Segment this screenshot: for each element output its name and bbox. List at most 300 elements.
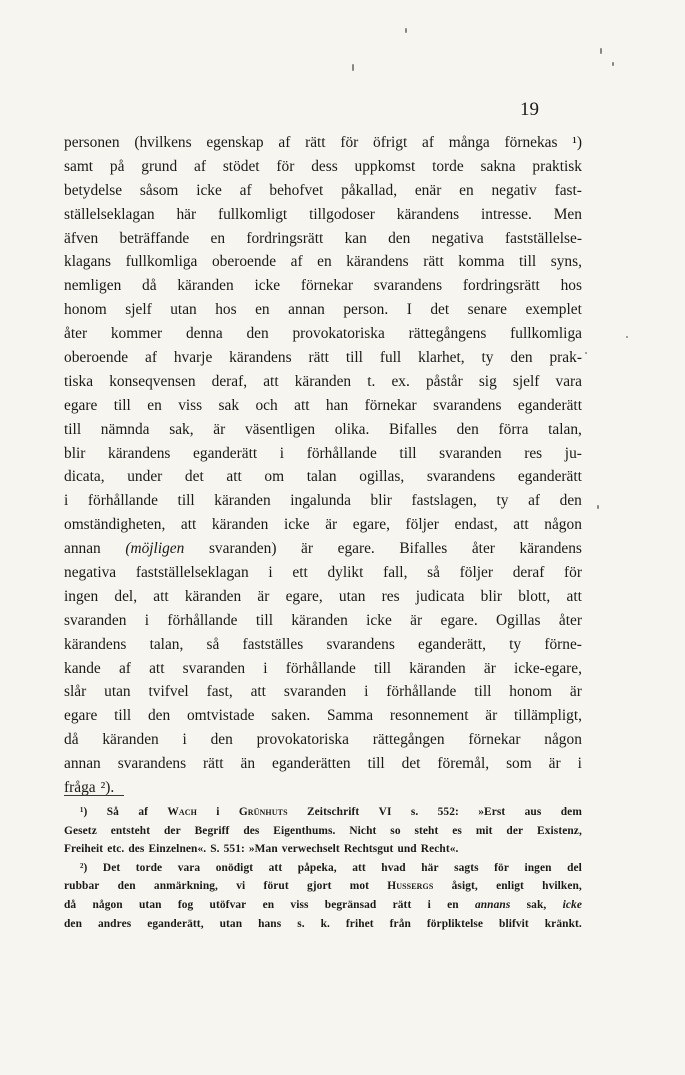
word: gjort [306,880,332,893]
word: begränsad [324,898,377,911]
word: då [142,277,157,295]
footnote-line [64,896,582,915]
word: intresse. [480,205,532,223]
word: egare, [352,516,390,534]
word: klarhet, [418,349,465,367]
word: des [128,843,145,856]
word: talan, [548,420,582,438]
word: deraf [512,564,545,582]
word: käranden [291,611,348,629]
footnote-line [64,915,582,934]
word: talan [306,468,337,486]
word: fog [177,898,194,911]
word: es [452,824,462,837]
word: äfven [64,229,99,247]
word: sak, [526,898,547,911]
word: att [180,516,197,534]
word: den [456,420,479,438]
word: judicata [415,587,465,605]
word: des [243,824,260,837]
word: käranden [102,731,159,749]
word: omständigheten, [64,516,166,534]
word: förnekar [300,277,353,295]
word: i [577,755,582,773]
word: onödigt [215,861,254,874]
word: sjelf [512,372,540,390]
footnote-separator [64,795,124,796]
word: påkallad, [341,181,398,199]
word: tiska [64,372,94,390]
word: utöfvar [209,898,247,911]
word: Bifalles [399,540,448,558]
text-line [64,322,582,346]
word: till [399,444,417,462]
word: af [422,134,434,151]
word: ju- [564,444,582,462]
print-speck [597,505,599,509]
word: negativ [491,181,537,199]
word: kärandens [108,444,171,462]
word: käranden [184,587,242,605]
page-number: 19 [520,99,539,120]
word: oberoende [64,349,129,367]
word: förhållande [386,683,457,701]
word: syns, [550,253,582,271]
word: »Man [248,843,278,856]
text-line [64,704,582,728]
text-line [64,585,582,609]
text-line [64,346,582,370]
footnote-line [64,877,582,896]
word: i [279,444,285,462]
word: åsigt, [451,880,478,893]
print-speck [626,336,628,338]
word: att [294,396,310,414]
word: svaranden [439,444,502,462]
word: att [566,587,582,605]
word: konseqvensen [109,372,196,390]
word: entsteht [110,824,151,837]
word: slår [64,683,87,701]
text-line [64,274,582,298]
word: att [268,861,283,874]
word: fullkomliga [125,253,198,271]
word: den [147,707,171,725]
word: sagts [454,861,479,874]
word: någon [544,731,582,749]
word: dylikt [327,564,364,582]
word: öfrigt [373,134,408,151]
word: ²) [80,861,88,874]
word: en [459,181,474,199]
word: i [268,564,273,582]
word: ty [496,492,509,510]
word: käranden [294,372,352,390]
word: eganderätt, [418,635,486,653]
word: eganderätt, [147,917,204,930]
word: so [390,824,401,837]
text-line [64,227,582,251]
word: blifvit [499,917,529,930]
word: fall, [383,564,408,582]
text-line [64,609,582,633]
word: i [64,492,69,510]
word: följer [459,564,494,582]
word: omtvistade [186,707,255,725]
word: fastställelseklagan [135,564,249,582]
word: han [325,396,349,414]
word: rättegångens [408,325,487,343]
word: Einzelnen«. [148,843,207,856]
word: honom [509,683,553,701]
word: icke-egare, [514,659,582,677]
word: af [138,806,149,818]
word: från [389,917,411,930]
word: en [447,898,459,911]
word: klagans [64,253,112,271]
word: Recht«. [420,843,459,856]
text-line [64,203,582,227]
word: för [494,861,509,874]
word: fastställelse- [505,229,582,247]
word: samt [64,157,94,175]
word: är [213,420,226,438]
word: svaranden [182,659,246,677]
word: annan [64,540,101,558]
word: torde [135,861,163,874]
word: icke [254,277,281,295]
word: förnekas [504,134,558,151]
footnote-line [64,822,582,841]
word: sak, [169,420,194,438]
word: i [182,731,187,749]
word: af [144,349,157,367]
word: komma [458,253,505,271]
word: svarandens [117,755,187,773]
word: eganderätt [517,396,582,414]
word: af [278,134,291,151]
word: eganderätt [193,444,258,462]
word: I [406,301,412,319]
word: dem [560,806,582,818]
word: icke [562,898,582,911]
word: viss [290,898,309,911]
word: att [149,659,165,677]
word: rätt [423,253,444,271]
word: åter [471,540,495,558]
word: Bifalles [389,420,437,438]
word: förhållande [306,444,377,462]
word: till [367,755,385,773]
word: rätt [308,349,329,367]
text-line [64,680,582,704]
footnote-line [64,840,582,859]
word: är [485,707,498,725]
word: svarandens [326,635,395,653]
word: till [177,492,195,510]
word: Zeitschrift [306,806,360,818]
word: hvilken, [542,880,582,893]
word: påpeka, [297,861,337,874]
word: s. [410,806,419,818]
text-line [64,370,582,394]
word: und [397,843,417,856]
word: är [257,587,270,605]
word: till [114,707,132,725]
word: svaranden [283,683,347,701]
word: är [325,516,338,534]
word: så [206,635,220,653]
print-speck [612,62,614,66]
word: en [210,229,226,247]
word: negativa [431,229,484,247]
word: till [373,659,392,677]
word: Wach [167,806,197,818]
word: egare [64,396,98,414]
word: utan [139,898,162,911]
word: mit [475,824,493,837]
text-line [64,513,582,537]
word: del [567,861,582,874]
word: enär [414,181,442,199]
word: honom [64,301,107,319]
text-line [64,442,582,466]
word: påstår [425,372,463,390]
word: ty [481,349,494,367]
word: i [263,659,268,677]
word: aus [524,806,542,818]
word: oberoende [211,253,277,271]
text-line [64,728,582,752]
word: den [210,731,233,749]
word: ingalunda [290,492,351,510]
word: personen [64,134,120,151]
word: S. [210,843,220,856]
word: svarandens [433,396,502,414]
word: uppkomst [354,157,416,175]
word: deraf, [211,372,248,390]
word: vara [177,861,201,874]
word: Nicht [349,824,377,837]
word: »Erst [478,806,506,818]
text-line [64,776,582,800]
word: i [364,683,369,701]
word: är [301,540,314,558]
word: till [113,396,131,414]
word: negativa [64,564,117,582]
word: en [255,301,270,319]
word: nemligen [64,277,122,295]
word: enligt [496,880,524,893]
word: mot [349,880,370,893]
word: vi [236,880,246,893]
word: rätt [203,755,224,773]
word: den [64,917,83,930]
word: verwechselt [281,843,340,856]
word: VI [378,806,392,818]
word: egare. [440,611,478,629]
word: förpliktelse [426,917,484,930]
word: att [513,516,529,534]
word: den [117,880,136,893]
word: blir [64,444,86,462]
word: Eigenthums. [273,824,336,837]
word: svaranden [64,611,127,629]
word: fullkomliga [510,325,582,343]
word: kan [344,229,367,247]
word: att [263,372,279,390]
word: fast- [554,181,582,199]
word: följer [405,516,439,534]
word: rubbar [64,880,100,893]
word: svaranden) [208,540,277,558]
word: icke [196,181,222,199]
word: Hussergs [387,880,434,893]
word: fordringsrätt [462,277,540,295]
word: här [176,205,197,223]
footnote-line [64,859,582,878]
word: förra [498,420,529,438]
word: ställelseklagan [64,205,155,223]
word: icke [283,516,310,534]
word: kärandens [396,205,460,223]
word: 551: [223,843,245,856]
word: någon [92,898,123,911]
word: kärandens [64,635,127,653]
word: ¹) [80,806,88,818]
word: kärandens [346,253,409,271]
word: hvad [381,861,406,874]
word: af [290,253,303,271]
word: föremål, [437,755,490,773]
word: ett [292,564,308,582]
word: den [388,229,411,247]
word: käranden [211,516,269,534]
word: sak [218,396,240,414]
word: fast, [206,683,233,701]
word: beträffande [119,229,190,247]
text-line [64,537,582,561]
word: Samma [326,707,374,725]
word: än [240,755,256,773]
word: ty [509,635,522,653]
text-line [64,155,582,179]
word: ¹) [572,134,582,151]
word: talan, [149,635,184,653]
word: annan [64,755,101,773]
word: om [264,468,285,486]
word: hos [560,277,582,295]
word: exemplet [525,301,582,319]
word: dicata, [64,468,105,486]
word: saken. [271,707,311,725]
word: i [144,611,150,629]
word: den [559,492,582,510]
word: fråga [64,779,96,797]
word: för [340,134,359,151]
word: är [483,659,496,677]
word: Det [102,861,121,874]
word: egare [64,707,98,725]
word: på [109,157,125,175]
word: grund [141,157,178,175]
word: utan [219,917,243,930]
word: här [421,861,439,874]
word: vara [555,372,582,390]
word: rättegången [372,731,445,749]
word: Begriff [194,824,230,837]
text-line [64,250,582,274]
word: käranden [214,492,271,510]
word: ex. [391,372,410,390]
word: provokatoriska [292,325,385,343]
word: person. [343,301,389,319]
word: hos [215,301,237,319]
word: Så [106,806,119,818]
word: utan [170,301,197,319]
print-speck [600,48,602,54]
print-speck [352,64,354,71]
word: kärandens [229,349,292,367]
word: sakna [480,157,516,175]
word: såsom [139,181,179,199]
word: en [317,253,332,271]
word: hans [258,917,282,930]
word: åter [558,611,582,629]
word: af [194,157,206,175]
word: att [153,587,169,605]
word: sjelf [125,301,152,319]
text-line [64,298,582,322]
word: sig [478,372,497,390]
word: k. [320,917,330,930]
word: Men [553,205,582,223]
word: är [569,683,582,701]
word: anmärkning, [153,880,219,893]
word: kande [64,659,101,677]
word: det [430,301,450,319]
word: hvarje [173,349,213,367]
main-paragraph [64,131,582,800]
word: förhållande [87,492,158,510]
word: många [448,134,490,151]
word: torde [432,157,464,175]
text-line [64,561,582,585]
word: förhållande [285,659,356,677]
word: ogillas, [359,468,405,486]
word: till [255,611,273,629]
word: till [519,253,537,271]
word: utan [104,683,131,701]
word: i [427,898,431,911]
word: egare, [285,587,323,605]
word: fastställes [242,635,304,653]
word: provokatoriska [256,731,349,749]
word: etc. [107,843,125,856]
word: tvifvel [148,683,189,701]
word: egenskap [206,134,264,151]
word: rätt [392,898,412,911]
word: endast, [454,516,498,534]
word: af [528,492,541,510]
word: blott, [518,587,551,605]
word: ingen [64,587,99,605]
text-line [64,752,582,776]
word: förne- [544,635,582,653]
text-line [64,131,582,155]
word: åter [64,325,88,343]
word: icke [366,611,392,629]
